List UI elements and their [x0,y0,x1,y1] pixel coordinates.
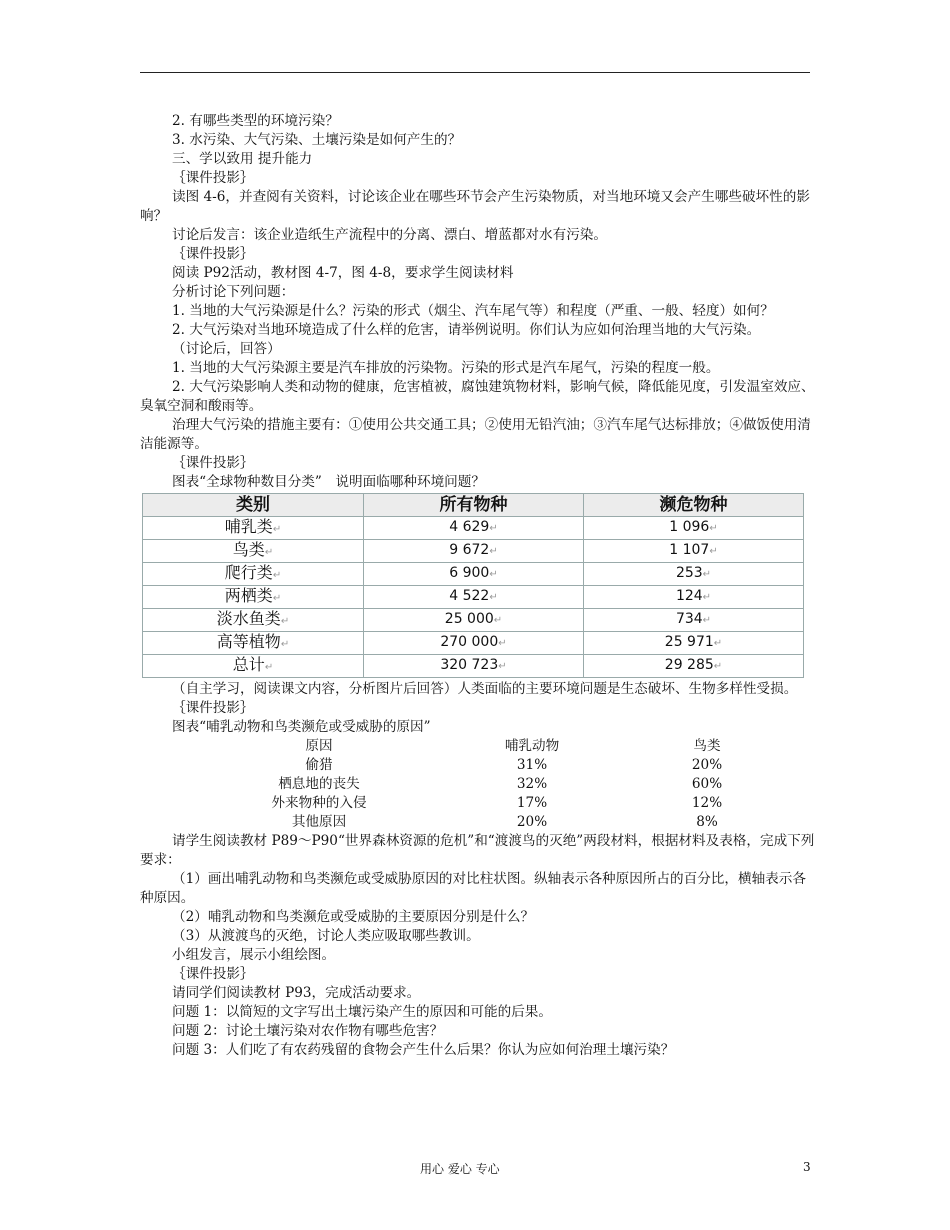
paragraph: ｛课件投影｝ [172,966,254,982]
paragraph: 1. 当地的大气污染源主要是汽车排放的污染物。污染的形式是汽车尾气，污染的程度一般。 [172,360,720,376]
table-cell: 高等植物↵ [143,632,364,655]
header-cell: 类别 [143,494,364,517]
table-cell: 320 723↵ [364,655,584,678]
section-heading: 三、学以致用 提升能力 [172,151,313,167]
paragraph: 讨论后发言：该企业造纸生产流程中的分离、漂白、增蓝都对水有污染。 [172,227,607,243]
threat-cell: 31% [516,757,548,773]
table-cell: 淡水鱼类↵ [143,609,364,632]
paragraph: 2. 有哪些类型的环境污染？ [172,113,339,129]
table-cell: 25 000↵ [364,609,584,632]
table-cell: 1 096↵ [584,517,804,540]
table-row [143,563,804,586]
paragraph: 问题 2：讨论土壤污染对农作物有哪些危害？ [172,1023,444,1039]
table-cell: 总计↵ [143,655,364,678]
threat-cell: 32% [516,776,548,792]
table-row [143,609,804,632]
paragraph: 请学生阅读教材 P89～P90“世界森林资源的危机”和“渡渡鸟的灭绝”两段材料，根据材料及表格，完成下列要求： [140,833,815,868]
paragraph: 请同学们阅读教材 P93，完成活动要求。 [172,985,421,1001]
table-cell: 1 107↵ [584,540,804,563]
page-body [140,112,816,1060]
threat-cell: 12% [691,795,723,811]
threat-cell: 偷猎 [305,757,333,773]
threat-cell: 20% [691,757,723,773]
table-cell: 爬行类↵ [143,563,364,586]
table-header-row [143,494,804,517]
paragraph: 2. 大气污染对当地环境造成了什么样的危害，请举例说明。你们认为应如何治理当地的大气污染。 [172,322,761,338]
table-cell: 鸟类↵ [143,540,364,563]
table-cell: 124↵ [584,586,804,609]
paragraph: 阅读 P92活动，教材图 4-7，图 4-8，要求学生阅读材料 [172,265,514,281]
table-cell: 253↵ [584,563,804,586]
paragraph: ｛课件投影｝ [172,246,254,262]
table-row [143,632,804,655]
threat-cell: 栖息地的丧失 [278,776,360,792]
paragraph: ｛课件投影｝ [172,455,254,471]
table-cell: 4 629↵ [364,517,584,540]
threat-cell: 8% [696,814,718,830]
table-row [143,517,804,540]
threat-cell: 外来物种的入侵 [271,795,367,811]
page-number: 3 [803,1160,811,1174]
paragraph: 图表“哺乳动物和鸟类濒危或受威胁的原因” [172,719,431,735]
threat-cell: 60% [691,776,723,792]
threat-cell: 20% [516,814,548,830]
threat-header: 鸟类 [693,738,721,754]
table-row [143,655,804,678]
table-cell: 734↵ [584,609,804,632]
table-cell: 270 000↵ [364,632,584,655]
table-cell: 9 672↵ [364,540,584,563]
paragraph: 治理大气污染的措施主要有：①使用公共交通工具；②使用无铅汽油；③汽车尾气达标排放；④做饭使用清洁能源等。 [140,417,811,452]
threat-header: 哺乳动物 [504,738,560,754]
paragraph: ｛课件投影｝ [172,170,254,186]
table-cell: 29 285↵ [584,655,804,678]
table-cell: 4 522↵ [364,586,584,609]
table-cell: 6 900↵ [364,563,584,586]
paragraph: 2. 大气污染影响人类和动物的健康，危害植被，腐蚀建筑物材料，影响气候，降低能见度，引发温室效应、臭氧空洞和酸雨等。 [140,379,815,414]
header-cell: 所有物种 [364,494,584,517]
paragraph: （2）哺乳动物和鸟类濒危或受威胁的主要原因分别是什么？ [172,909,535,925]
table-cell: 25 971↵ [584,632,804,655]
paragraph: 分析讨论下列问题： [172,284,295,300]
paragraph: （自主学习，阅读课文内容，分析图片后回答）人类面临的主要环境问题是生态破坏、生物多样性受损。 [172,681,798,697]
threat-table [140,737,816,832]
paragraph: 小组发言，展示小组绘图。 [172,947,336,963]
paragraph: 3. 水污染、大气污染、土壤污染是如何产生的？ [172,132,462,148]
paragraph: （讨论后，回答） [172,341,281,357]
paragraph: （3）从渡渡鸟的灭绝，讨论人类应吸取哪些教训。 [172,928,480,944]
threat-header: 原因 [305,738,333,754]
threat-cell: 其他原因 [291,814,347,830]
paragraph: 图表“全球物种数目分类” 说明面临哪种环境问题？ [172,474,485,490]
header-cell: 濒危物种 [584,494,804,517]
footer-motto: 用心 爱心 专心 [420,1162,500,1176]
table-cell: 两栖类↵ [143,586,364,609]
header-rule [140,72,810,73]
table-row [143,540,804,563]
paragraph: 问题 1：以简短的文字写出土壤污染产生的原因和可能的后果。 [172,1004,552,1020]
table-cell: 哺乳类↵ [143,517,364,540]
table-row [143,586,804,609]
paragraph: 问题 3：人们吃了有农药残留的食物会产生什么后果？你认为应如何治理土壤污染？ [172,1042,675,1058]
species-table [142,493,804,678]
paragraph: ｛课件投影｝ [172,700,254,716]
threat-cell: 17% [516,795,548,811]
paragraph: （1）画出哺乳动物和鸟类濒危或受威胁原因的对比柱状图。纵轴表示各种原因所占的百分比，横轴表示各种原因。 [140,871,806,906]
paragraph: 1. 当地的大气污染源是什么？污染的形式（烟尘、汽车尾气等）和程度（严重、一般、轻度）如何？ [172,303,774,319]
paragraph: 读图 4-6，并查阅有关资料，讨论该企业在哪些环节会产生污染物质，对当地环境又会产生哪些破坏性的影响？ [140,189,810,224]
